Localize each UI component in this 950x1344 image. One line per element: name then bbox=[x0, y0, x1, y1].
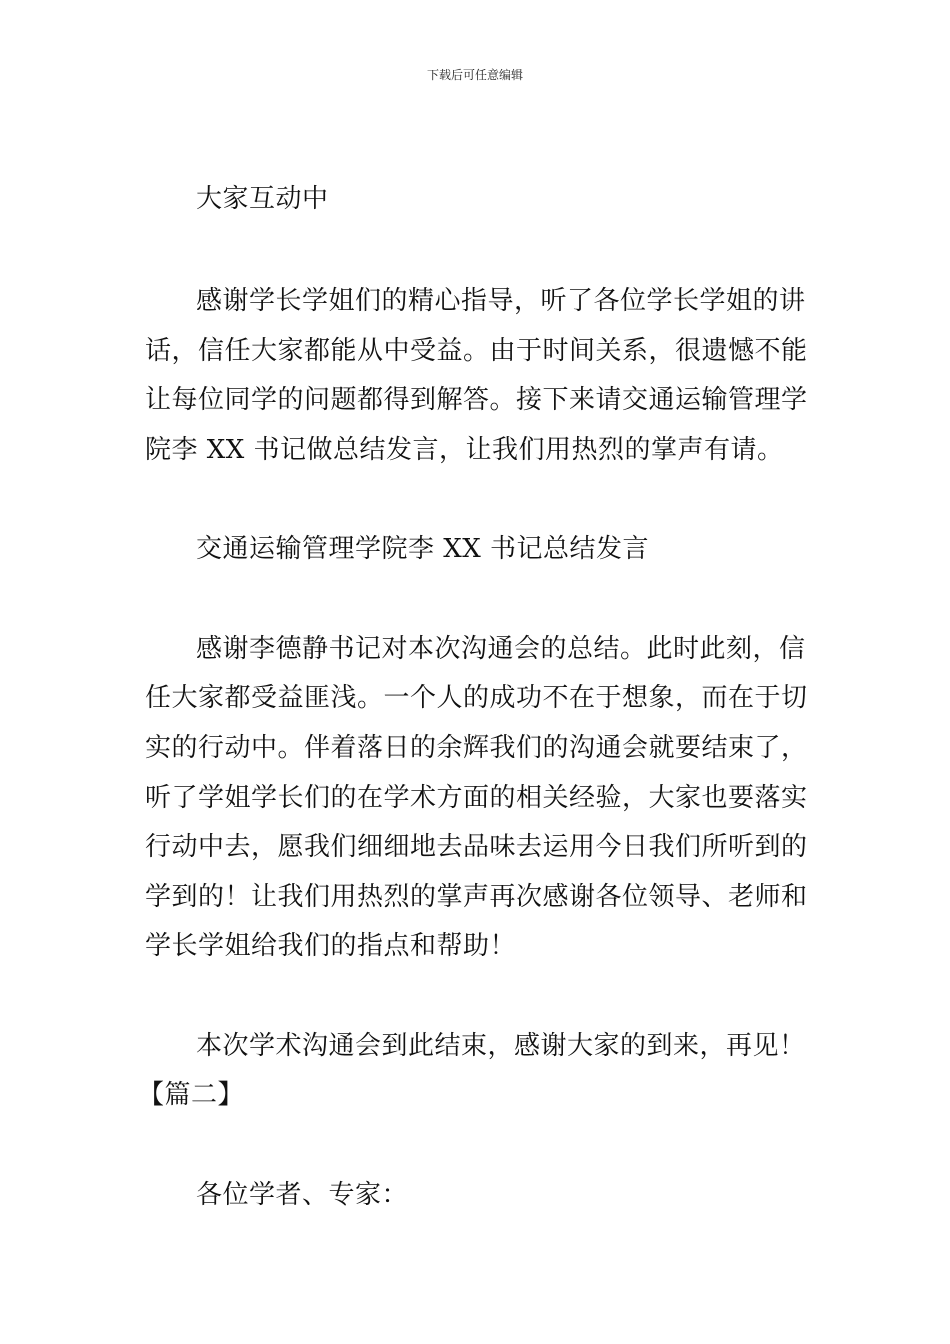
paragraph-line: 交通运输管理学院李 XX 书记总结发言 bbox=[196, 534, 650, 564]
salutation-line: 各位学者、专家： bbox=[196, 1180, 409, 1210]
paragraph-line: 本次学术沟通会到此结束，感谢大家的到来，再见！ bbox=[196, 1031, 806, 1061]
section-heading: 【篇二】 bbox=[138, 1080, 245, 1110]
paragraph-line: 感谢李德静书记对本次沟通会的总结。此时此刻，信 bbox=[196, 634, 806, 664]
paragraph-line: 院李 XX 书记做总结发言，让我们用热烈的掌声有请。 bbox=[145, 435, 784, 465]
paragraph-line: 任大家都受益匪浅。一个人的成功不在于想象，而在于切 bbox=[145, 683, 808, 713]
paragraph-line: 行动中去，愿我们细细地去品味去运用今日我们所听到的 bbox=[145, 832, 808, 862]
paragraph-line: 学到的！让我们用热烈的掌声再次感谢各位领导、老师和 bbox=[145, 882, 808, 912]
paragraph-line: 学长学姐给我们的指点和帮助！ bbox=[145, 931, 517, 961]
paragraph-line: 大家互动中 bbox=[196, 184, 329, 214]
paragraph-line: 话，信任大家都能从中受益。由于时间关系，很遗憾不能 bbox=[145, 336, 808, 366]
paragraph-line: 实的行动中。伴着落日的余辉我们的沟通会就要结束了， bbox=[145, 733, 808, 763]
page-header: 下载后可任意编辑 bbox=[426, 68, 523, 82]
paragraph-line: 让每位同学的问题都得到解答。接下来请交通运输管理学 bbox=[145, 385, 808, 415]
paragraph-line: 感谢学长学姐们的精心指导，听了各位学长学姐的讲 bbox=[196, 286, 806, 316]
paragraph-line: 听了学姐学长们的在学术方面的相关经验，大家也要落实 bbox=[145, 783, 808, 813]
